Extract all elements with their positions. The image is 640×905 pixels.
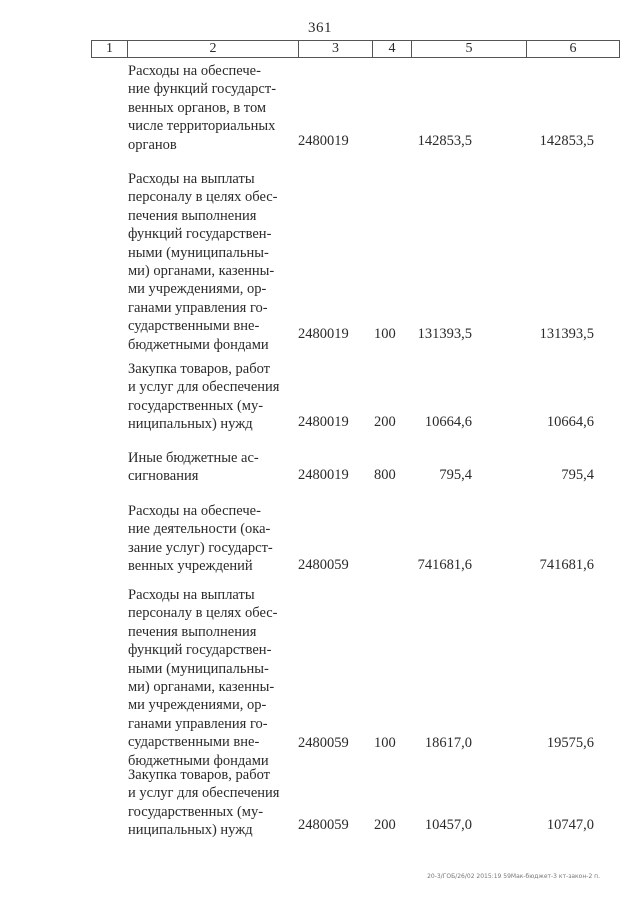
- row-description: Расходы на выплаты персоналу в целях обес- печения выполнения функций государствен- ными (муниципальны- ми) органами, казенны- ми учреждениями, ор- ганами управления го- сударственными вне- бюджетными фондами: [128, 171, 278, 353]
- row-sum-1: 10664,6: [424, 414, 472, 430]
- column-header-1: 1: [92, 41, 128, 58]
- row-sum-2: 10747,0: [546, 817, 594, 833]
- row-sum-1: 18617,0: [424, 735, 472, 751]
- row-sum-2: 795,4: [561, 467, 594, 483]
- row-target-code: 2480019: [298, 326, 349, 342]
- row-expense-type: 200: [374, 414, 396, 430]
- column-header-4: 4: [373, 41, 412, 58]
- row-sum-2: 131393,5: [539, 326, 594, 342]
- row-target-code: 2480059: [298, 817, 349, 833]
- footer-document-id: 20-3/ГОБ/26/02 2015:19 59Мак-бюджет-3 кт-закон-2 п.: [427, 873, 600, 880]
- row-sum-2: 10664,6: [546, 414, 594, 430]
- column-header-5: 5: [412, 41, 527, 58]
- column-header-2: 2: [128, 41, 299, 58]
- row-description: Расходы на выплаты персоналу в целях обес- печения выполнения функций государствен- ными (муниципальны- ми) органами, казенны- ми учреждениями, ор- ганами управления го- сударственными вне- бюджетными фондами: [128, 587, 278, 769]
- row-target-code: 2480019: [298, 133, 349, 149]
- row-description: Расходы на обеспече- ние деятельности (ока- зание услуг) государст- венных учреждений: [128, 503, 273, 575]
- column-header-3: 3: [299, 41, 373, 58]
- row-sum-1: 795,4: [439, 467, 472, 483]
- row-sum-2: 741681,6: [539, 557, 594, 573]
- row-sum-1: 142853,5: [417, 133, 472, 149]
- row-sum-2: 142853,5: [539, 133, 594, 149]
- row-sum-1: 10457,0: [424, 817, 472, 833]
- row-sum-1: 741681,6: [417, 557, 472, 573]
- row-target-code: 2480019: [298, 414, 349, 430]
- column-header-6: 6: [527, 41, 620, 58]
- row-expense-type: 100: [374, 326, 396, 342]
- row-description: Закупка товаров, работ и услуг для обеспечения государственных (му- ниципальных) нужд: [128, 767, 280, 839]
- row-description: Расходы на обеспече- ние функций государст- венных органов, в том числе территориальных органов: [128, 63, 277, 153]
- row-target-code: 2480059: [298, 557, 349, 573]
- row-expense-type: 200: [374, 817, 396, 833]
- row-sum-2: 19575,6: [546, 735, 594, 751]
- row-expense-type: 100: [374, 735, 396, 751]
- row-description: Закупка товаров, работ и услуг для обеспечения государственных (му- ниципальных) нужд: [128, 361, 280, 433]
- page-number: 361: [308, 20, 332, 36]
- row-sum-1: 131393,5: [417, 326, 472, 342]
- row-expense-type: 800: [374, 467, 396, 483]
- row-description: Иные бюджетные ас- сигнования: [128, 450, 259, 485]
- row-target-code: 2480019: [298, 467, 349, 483]
- row-target-code: 2480059: [298, 735, 349, 751]
